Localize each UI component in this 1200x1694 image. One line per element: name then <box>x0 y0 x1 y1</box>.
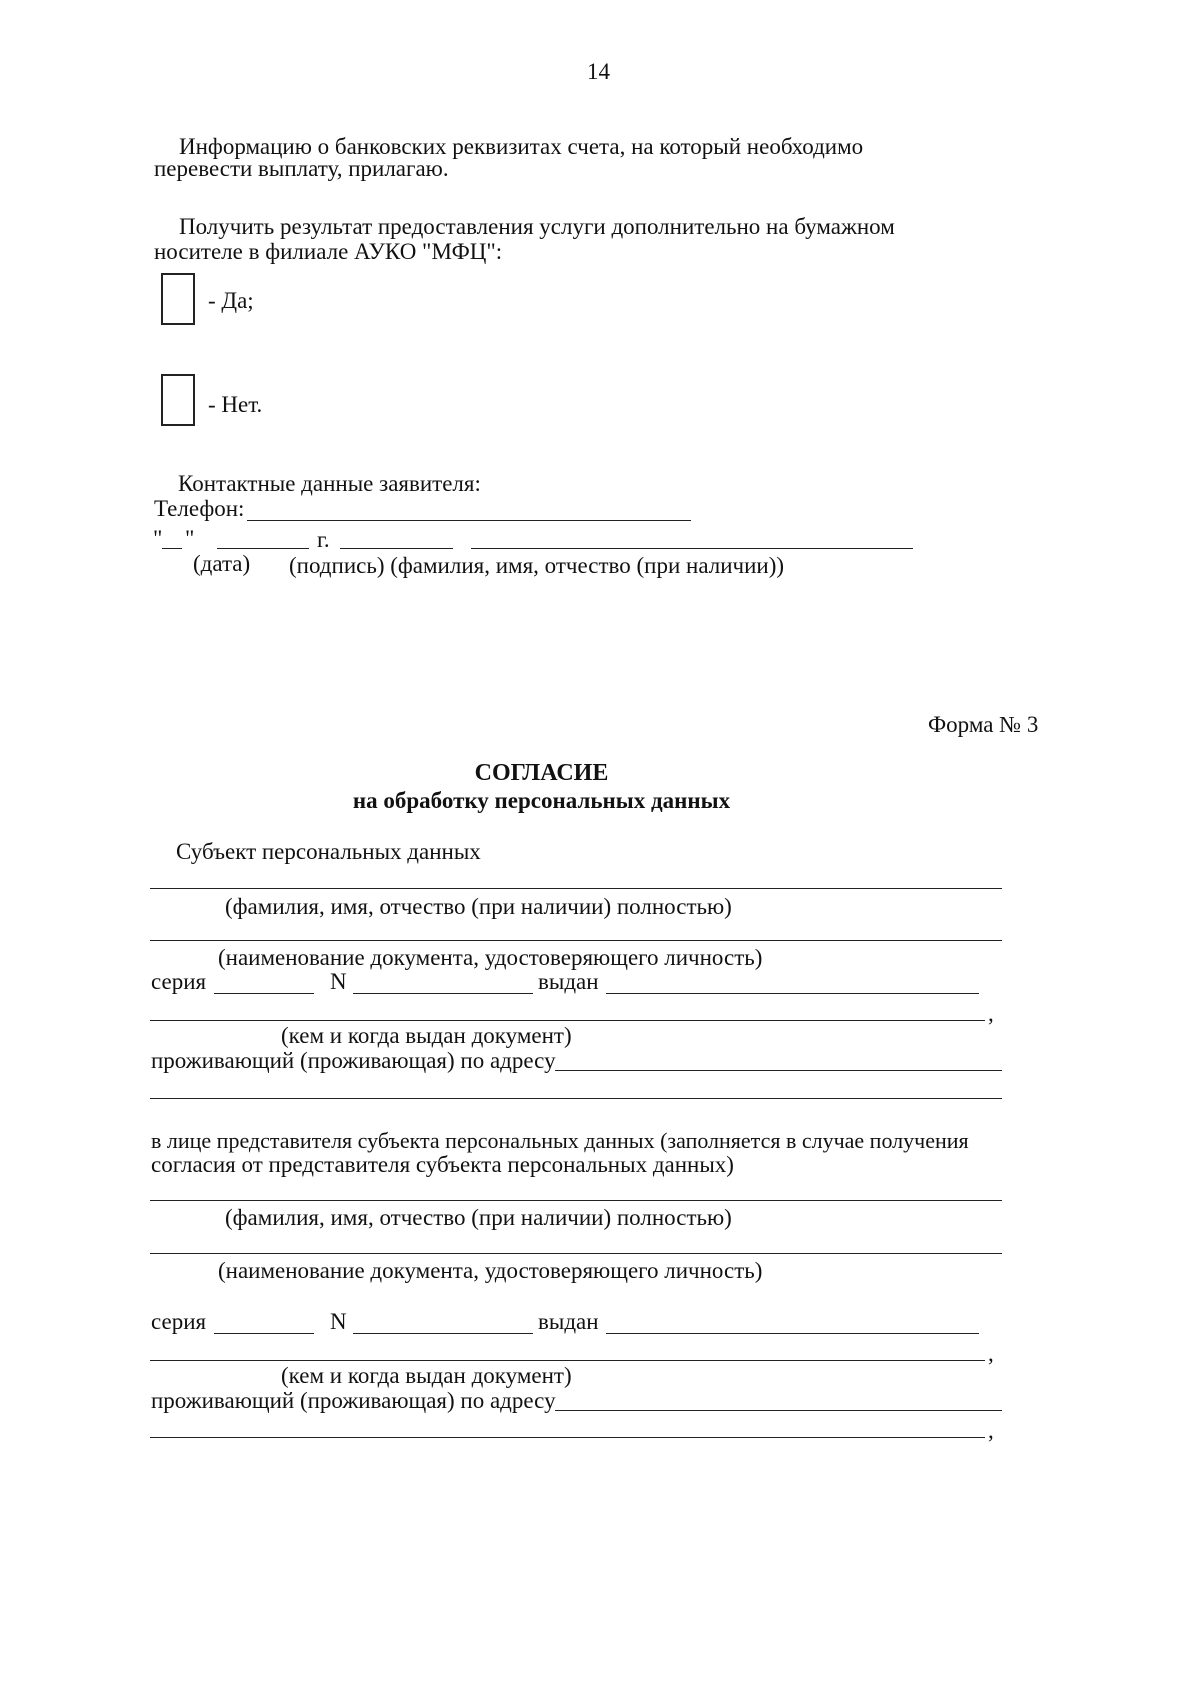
subject-issued-line[interactable] <box>606 993 979 994</box>
date-quote-open: " <box>153 526 163 551</box>
subject-number-label: N <box>330 969 347 994</box>
subject-series-line[interactable] <box>214 993 314 994</box>
date-day-line[interactable] <box>162 548 182 549</box>
yes-checkbox[interactable] <box>161 273 195 325</box>
rep-number-line[interactable] <box>353 1333 533 1334</box>
applicant-fio-line[interactable] <box>471 548 913 549</box>
rep-issued-label: выдан <box>538 1309 599 1334</box>
rep-address-line[interactable] <box>555 1410 1002 1411</box>
result-line-1: Получить результат предоставления услуги дополнительно на бумажном <box>179 214 895 239</box>
phone-field-line[interactable] <box>247 520 691 521</box>
rep-issued-comma: , <box>988 1341 994 1366</box>
rep-doc-caption: (наименование документа, удостоверяющего личность) <box>218 1258 763 1283</box>
subject-issued-label: выдан <box>538 969 599 994</box>
subject-fio-caption: (фамилия, имя, отчество (при наличии) полностью) <box>225 894 732 919</box>
rep-doc-line[interactable] <box>150 1253 1002 1254</box>
rep-fio-line[interactable] <box>150 1200 1002 1201</box>
subject-issued-comma: , <box>988 1001 994 1026</box>
representative-line-2: согласия от представителя субъекта персональных данных) <box>151 1152 734 1177</box>
signature-fio-caption: (подпись) (фамилия, имя, отчество (при наличии)) <box>289 553 785 578</box>
date-year-suffix: г. <box>317 527 330 552</box>
rep-issued-caption: (кем и когда выдан документ) <box>281 1363 572 1388</box>
consent-subtitle: на обработку персональных данных <box>352 788 731 813</box>
no-checkbox[interactable] <box>161 374 195 426</box>
bank-info-line-1: Информацию о банковских реквизитах счета, на который необходимо <box>179 134 864 159</box>
representative-line-1: в лице представителя субъекта персональных данных (заполняется в случае получения <box>151 1128 969 1153</box>
bank-info-line-2: перевести выплату, прилагаю. <box>154 156 449 181</box>
subject-doc-line[interactable] <box>150 940 1002 941</box>
subject-issued-caption: (кем и когда выдан документ) <box>281 1023 572 1048</box>
subject-doc-caption: (наименование документа, удостоверяющего личность) <box>218 945 763 970</box>
subject-address-line[interactable] <box>555 1070 1002 1071</box>
rep-issued-line[interactable] <box>606 1333 979 1334</box>
signature-line[interactable] <box>340 548 453 549</box>
form-number-label: Форма № 3 <box>928 712 1039 737</box>
rep-address-comma: , <box>988 1418 994 1443</box>
result-line-2: носителе в филиале АУКО "МФЦ": <box>154 239 503 264</box>
rep-issued-by-line[interactable] <box>150 1360 985 1361</box>
date-quote-close: " <box>185 526 195 551</box>
yes-label: - Да; <box>208 288 254 313</box>
rep-series-line[interactable] <box>214 1333 314 1334</box>
rep-series-label: серия <box>151 1309 207 1334</box>
date-month-line[interactable] <box>217 548 309 549</box>
subject-issued-by-line[interactable] <box>150 1020 985 1021</box>
subject-number-line[interactable] <box>353 993 533 994</box>
rep-address-label: проживающий (проживающая) по адресу <box>151 1388 556 1413</box>
subject-series-label: серия <box>151 969 207 994</box>
page-number: 14 <box>587 59 610 84</box>
subject-address-line-2[interactable] <box>150 1098 1002 1099</box>
rep-fio-caption: (фамилия, имя, отчество (при наличии) полностью) <box>225 1205 732 1230</box>
subject-label: Субъект персональных данных <box>176 839 481 864</box>
contacts-heading: Контактные данные заявителя: <box>178 471 481 496</box>
no-label: - Нет. <box>208 392 263 417</box>
subject-address-label: проживающий (проживающая) по адресу <box>151 1048 556 1073</box>
consent-title: СОГЛАСИЕ <box>474 760 609 786</box>
date-caption: (дата) <box>193 551 251 576</box>
rep-address-line-2[interactable] <box>150 1437 985 1438</box>
subject-fio-line[interactable] <box>150 888 1002 889</box>
rep-number-label: N <box>330 1309 347 1334</box>
phone-label: Телефон: <box>154 496 245 521</box>
